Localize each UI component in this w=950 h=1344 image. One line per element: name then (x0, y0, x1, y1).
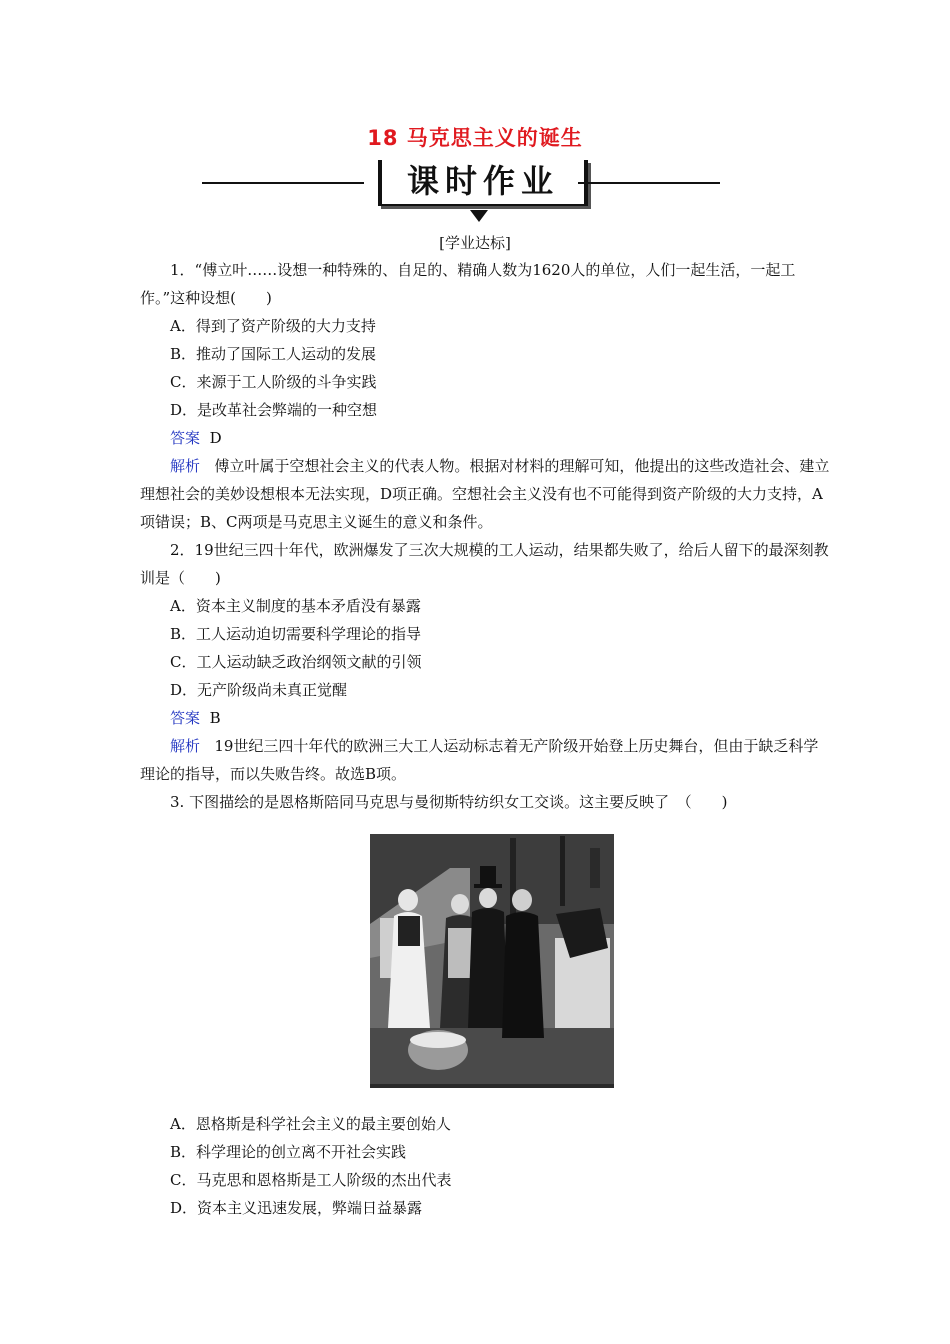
question-1-option-c: C．来源于工人阶级的斗争实践 (170, 373, 377, 391)
page-title: 18 马克思主义的诞生 (367, 126, 583, 150)
engraving-illustration (360, 828, 620, 1100)
question-2-option-c: C．工人运动缺乏政治纲领文献的引领 (170, 653, 422, 671)
answer-label: 答案 (170, 709, 201, 727)
banner-rule-left (202, 182, 364, 184)
question-3-option-b: B．科学理论的创立离不开社会实践 (170, 1143, 407, 1161)
question-2-option-a: A．资本主义制度的基本矛盾没有暴露 (170, 597, 421, 615)
question-3-option-a: A．恩格斯是科学社会主义的最主要创始人 (170, 1115, 451, 1133)
answer-label: 答案 (170, 429, 201, 447)
analysis-label: 解析 (170, 737, 201, 755)
question-1-answer (140, 424, 830, 452)
analysis-text: 19世纪三四十年代的欧洲三大工人运动标志着无产阶级开始登上历史舞台，但由于缺乏科学理论的指导，而以失败告终。故选B项。 (140, 737, 819, 783)
answer-value: D (209, 429, 222, 447)
section-heading: [学业达标] (439, 234, 511, 252)
question-2-option-d: D．无产阶级尚未真正觉醒 (170, 681, 348, 699)
question-2-option-b: B．工人运动迫切需要科学理论的指导 (170, 625, 422, 643)
question-3-stem: 3. 下图描绘的是恩格斯陪同马克思与曼彻斯特纺织女工交谈。这主要反映了 （ ) (170, 793, 728, 811)
question-2-analysis (140, 732, 830, 788)
question-1-option-d: D．是改革社会弊端的一种空想 (170, 401, 378, 419)
question-3-option-c: C．马克思和恩格斯是工人阶级的杰出代表 (170, 1171, 452, 1189)
banner-rule-right (578, 182, 720, 184)
question-3-option-d: D．资本主义迅速发展，弊端日益暴露 (170, 1199, 423, 1217)
question-1-stem: 1．“傅立叶……设想一种特殊的、自足的、精确人数为1620人的单位，人们一起生活，一起工作。”这种设想( ) (140, 261, 796, 307)
answer-value: B (209, 709, 221, 727)
question-1-option-b: B．推动了国际工人运动的发展 (170, 345, 377, 363)
question-2-answer (140, 704, 830, 732)
analysis-label: 解析 (170, 457, 201, 475)
question-2-stem: 2．19世纪三四十年代，欧洲爆发了三次大规模的工人运动，结果都失败了，给后人留下的最深刻教训是（ ) (140, 541, 829, 587)
banner-label: 课时作业 (406, 162, 559, 200)
question-1-analysis (140, 452, 830, 536)
section-banner (202, 156, 720, 222)
question-1-option-a: A．得到了资产阶级的大力支持 (170, 317, 376, 335)
banner-pointer-icon (470, 210, 488, 222)
banner-box (378, 160, 588, 206)
question-list (140, 256, 830, 1222)
engraving-image (360, 828, 620, 1100)
analysis-text: 傅立叶属于空想社会主义的代表人物。根据对材料的理解可知，他提出的这些改造社会、建立理想社会的美妙设想根本无法实现，D项正确。空想社会主义没有也不可能得到资产阶级的大力支持，A项错误；B、C两项是马克思主义诞生的意义和条件。 (140, 457, 830, 531)
